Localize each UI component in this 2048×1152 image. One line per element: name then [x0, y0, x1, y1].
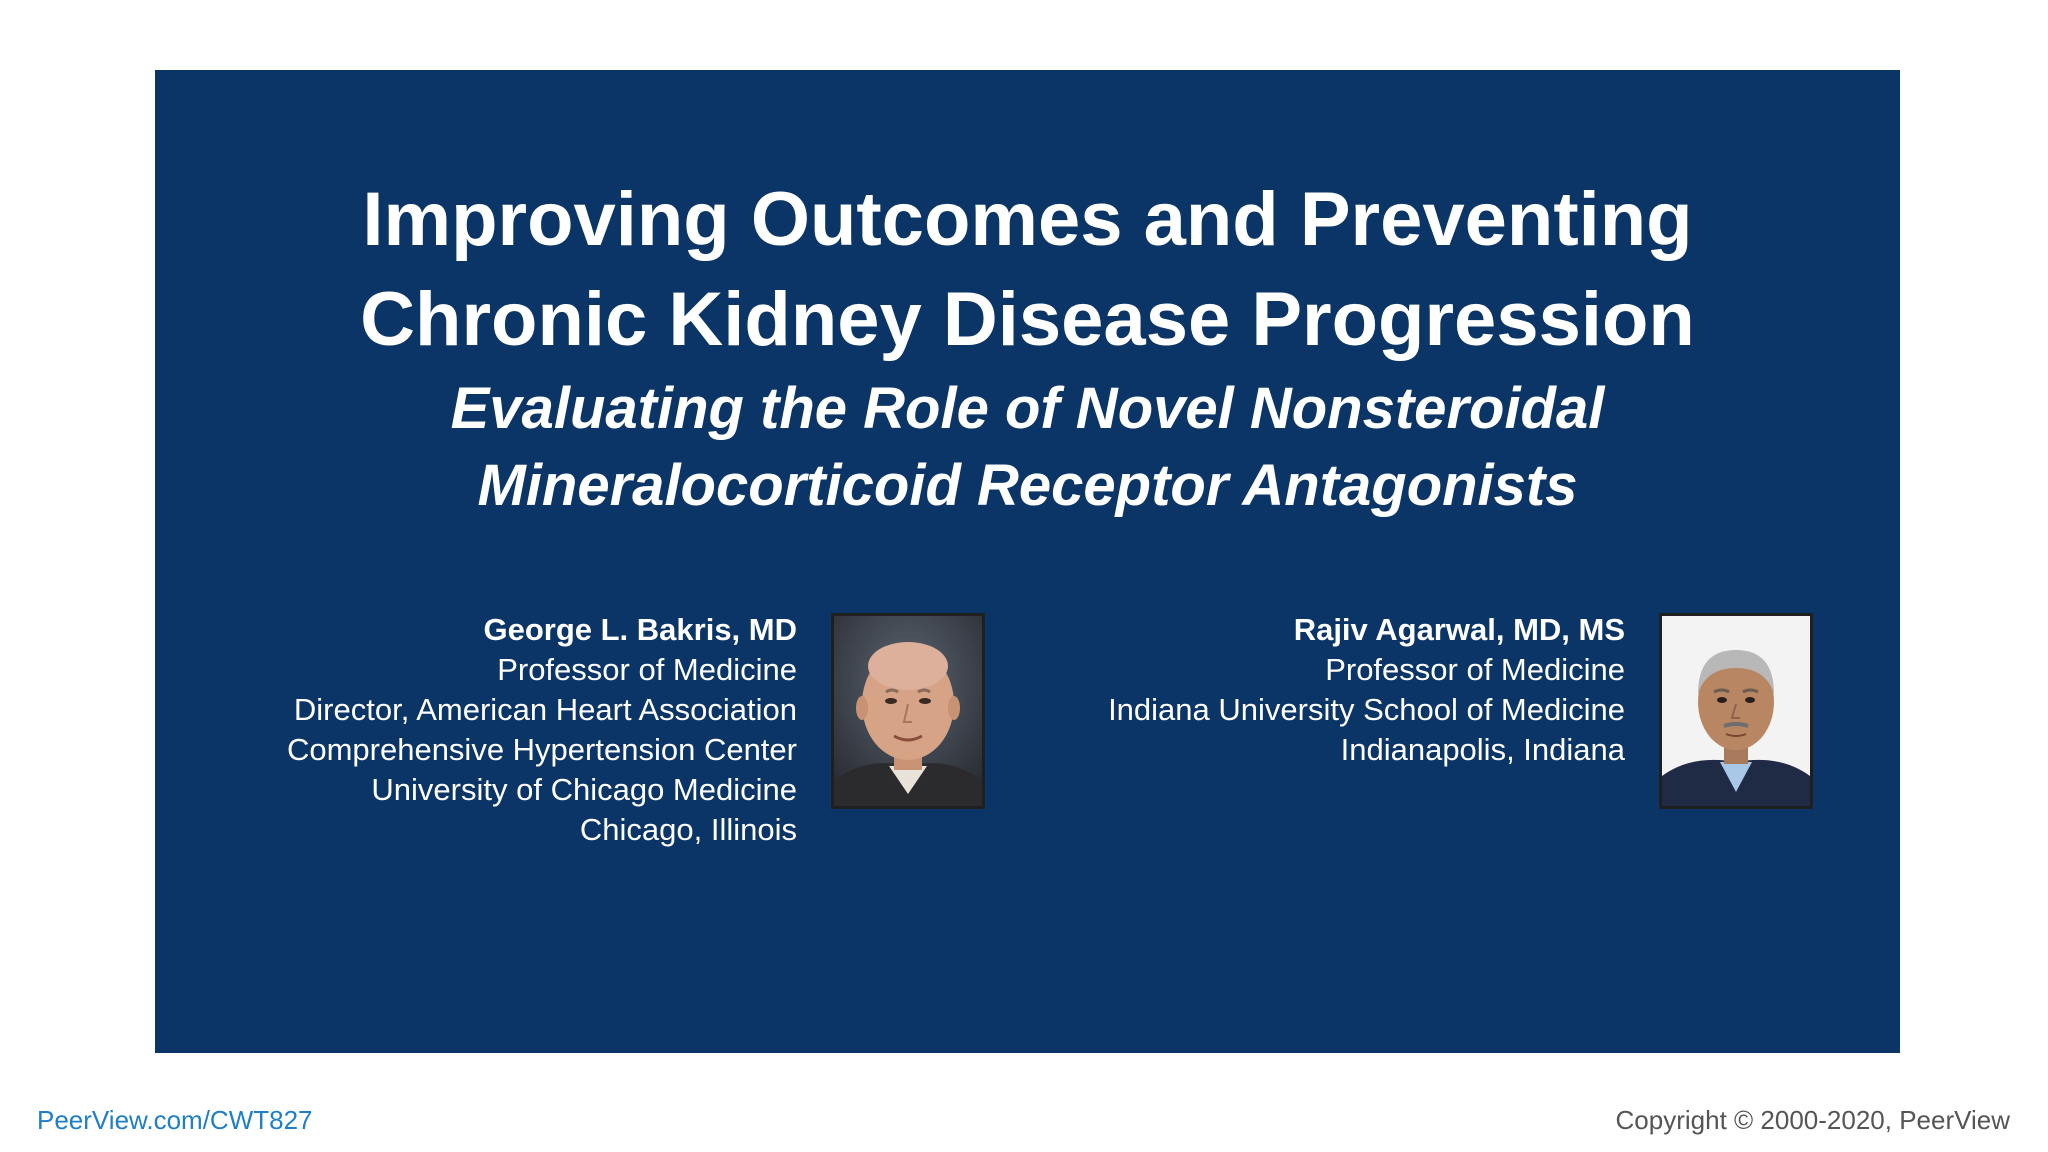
presentation-slide	[155, 70, 1900, 1053]
speaker-1-line-2: Director, American Heart Association	[293, 692, 797, 727]
speaker-2-name: Rajiv Agarwal, MD, MS	[1293, 612, 1625, 647]
speaker-1-line-4: University of Chicago Medicine	[371, 772, 797, 807]
slide-title-line-2: Chronic Kidney Disease Progression	[360, 277, 1695, 362]
slide-subtitle-line-1: Evaluating the Role of Novel Nonsteroidal	[450, 376, 1605, 441]
title-block	[155, 170, 1900, 524]
speaker-2-line-2: Indiana University School of Medicine	[1108, 692, 1625, 727]
copyright-notice: Copyright © 2000-2020, PeerView	[1615, 1105, 2010, 1135]
peerview-link[interactable]: PeerView.com/CWT827	[37, 1105, 313, 1135]
speaker-1-name: George L. Bakris, MD	[483, 612, 797, 647]
speaker-1-line-5: Chicago, Illinois	[579, 812, 797, 847]
speaker-2-info	[855, 610, 1625, 770]
speaker-2-line-1: Professor of Medicine	[1325, 652, 1625, 687]
speaker-2-portrait-icon	[1662, 616, 1810, 806]
speaker-1-line-3: Comprehensive Hypertension Center	[286, 732, 797, 767]
speaker-2-line-3: Indianapolis, Indiana	[1340, 732, 1625, 767]
speaker-2-photo	[1659, 613, 1813, 809]
speaker-1-info	[155, 610, 797, 850]
slide-subtitle-line-2: Mineralocorticoid Receptor Antagonists	[477, 453, 1578, 518]
slide-title-line-1: Improving Outcomes and Preventing	[362, 177, 1693, 262]
speaker-1-line-1: Professor of Medicine	[497, 652, 797, 687]
